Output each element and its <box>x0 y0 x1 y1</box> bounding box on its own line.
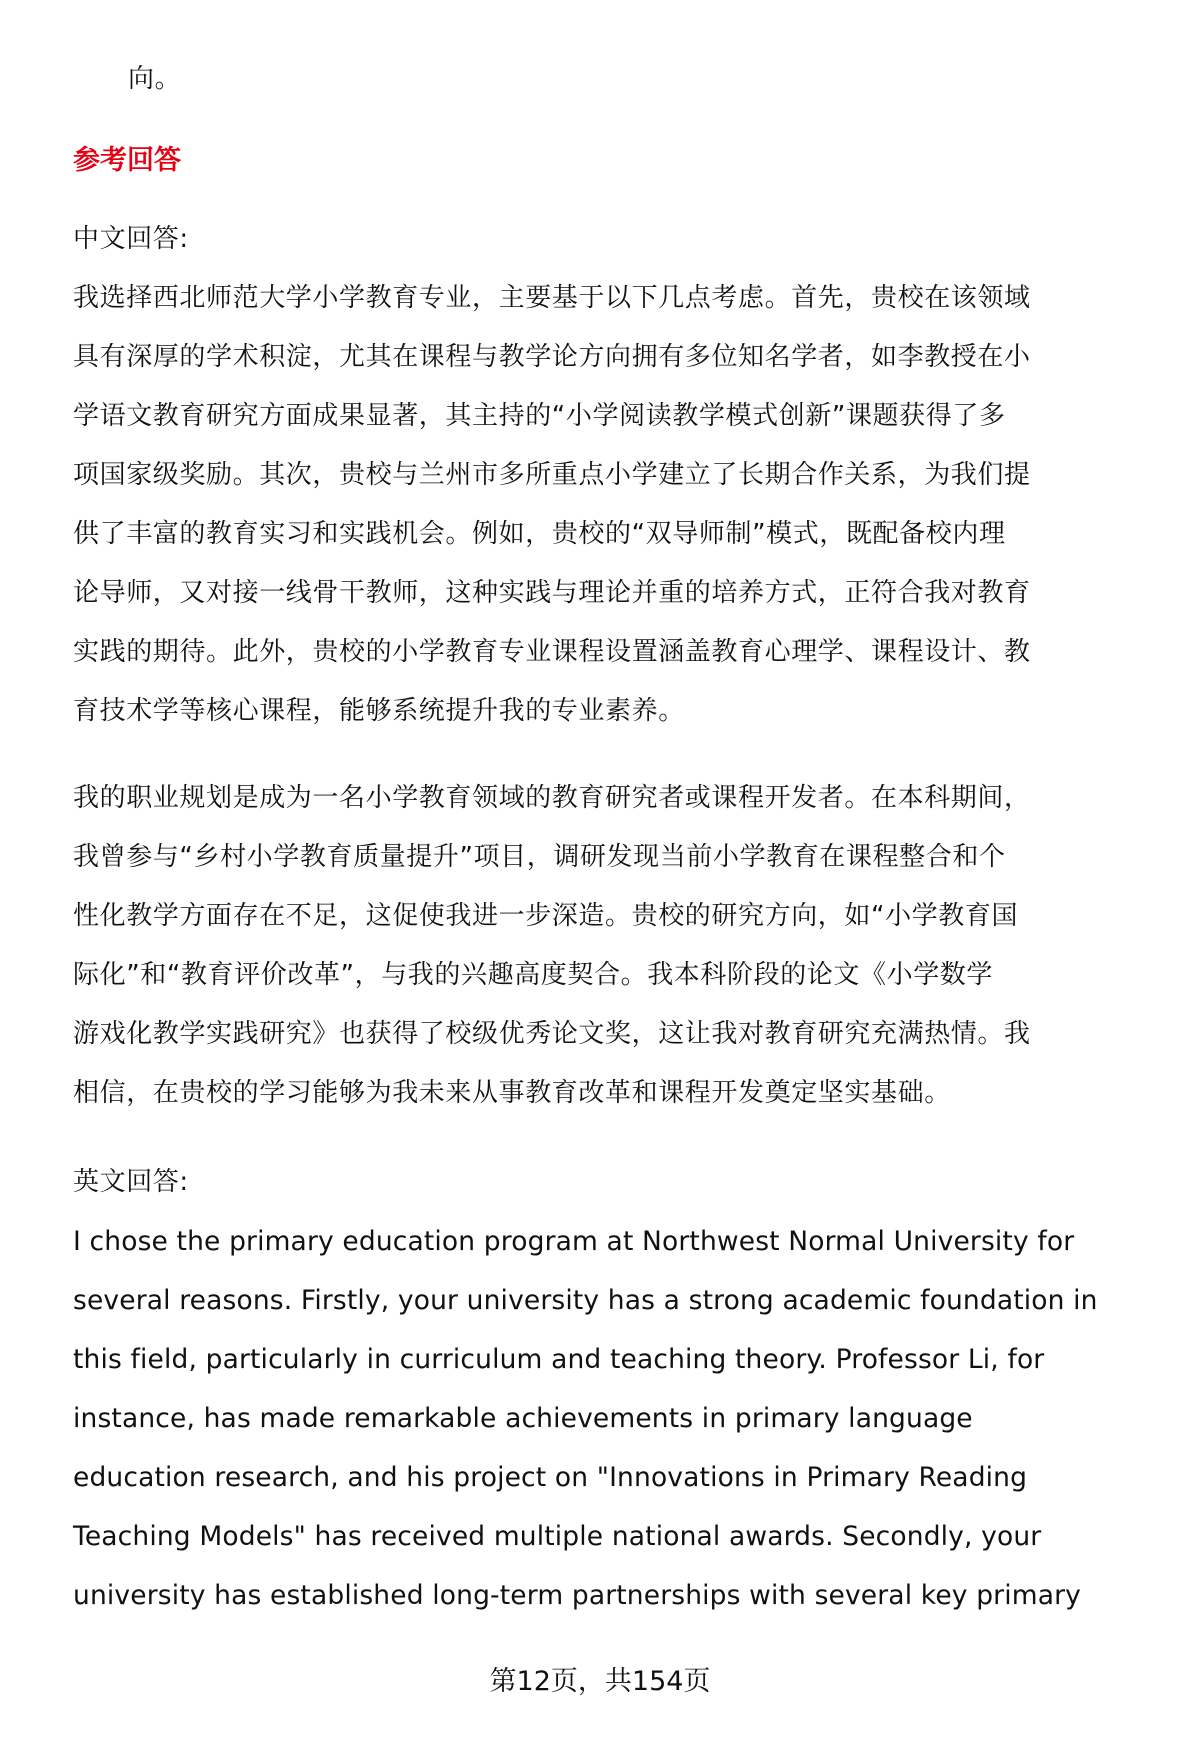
english-heading: 英文回答: <box>73 1167 189 1197</box>
text-line: 相信，在贵校的学习能够为我未来从事教育改革和课程开发奠定坚实基础。 <box>73 1078 951 1108</box>
text-line: several reasons. Firstly, your university has a strong academic foundation in <box>73 1285 1098 1316</box>
text-line: 游戏化教学实践研究》也获得了校级优秀论文奖，这让我对教育研究充满热情。我 <box>73 1019 1031 1049</box>
section-title: 参考回答 <box>73 145 181 176</box>
text-line: 育技术学等核心课程，能够系统提升我的专业素养。 <box>73 696 685 726</box>
text-line: 论导师，又对接一线骨干教师，这种实践与理论并重的培养方式，正符合我对教育 <box>73 578 1031 608</box>
text-line: 我曾参与“乡村小学教育质量提升”项目，调研发现当前小学教育在课程整合和个 <box>73 842 1006 872</box>
chinese-heading: 中文回答: <box>73 224 189 254</box>
text-line: I chose the primary education program at Northwest Normal University for <box>73 1226 1075 1257</box>
text-line: 我的职业规划是成为一名小学教育领域的教育研究者或课程开发者。在本科期间， <box>73 783 1031 813</box>
page-footer: 第12页，共154页 <box>489 1666 711 1697</box>
text-line: university has established long-term partnerships with several key primary <box>73 1580 1081 1611</box>
text-line: 供了丰富的教育实习和实践机会。例如，贵校的“双导师制”模式，既配备校内理 <box>73 519 1006 549</box>
text-line: 项国家级奖励。其次，贵校与兰州市多所重点小学建立了长期合作关系，为我们提 <box>73 460 1031 490</box>
continuation-text: 向。 <box>128 64 182 94</box>
text-line: 学语文教育研究方面成果显著，其主持的“小学阅读教学模式创新”课题获得了多 <box>73 401 1006 431</box>
text-line: 具有深厚的学术积淀，尤其在课程与教学论方向拥有多位知名学者，如李教授在小 <box>73 342 1031 372</box>
text-line: Teaching Models" has received multiple national awards. Secondly, your <box>73 1521 1042 1552</box>
text-line: this field, particularly in curriculum and teaching theory. Professor Li, for <box>73 1344 1045 1375</box>
text-line: instance, has made remarkable achievements in primary language <box>73 1403 973 1434</box>
text-line: education research, and his project on "Innovations in Primary Reading <box>73 1462 1028 1493</box>
text-line: 性化教学方面存在不足，这促使我进一步深造。贵校的研究方向，如“小学教育国 <box>73 901 1019 931</box>
text-line: 际化”和“教育评价改革”，与我的兴趣高度契合。我本科阶段的论文《小学数学 <box>73 960 994 990</box>
text-line: 我选择西北师范大学小学教育专业，主要基于以下几点考虑。首先，贵校在该领域 <box>73 283 1031 313</box>
text-line: 实践的期待。此外，贵校的小学教育专业课程设置涵盖教育心理学、课程设计、教 <box>73 637 1031 667</box>
